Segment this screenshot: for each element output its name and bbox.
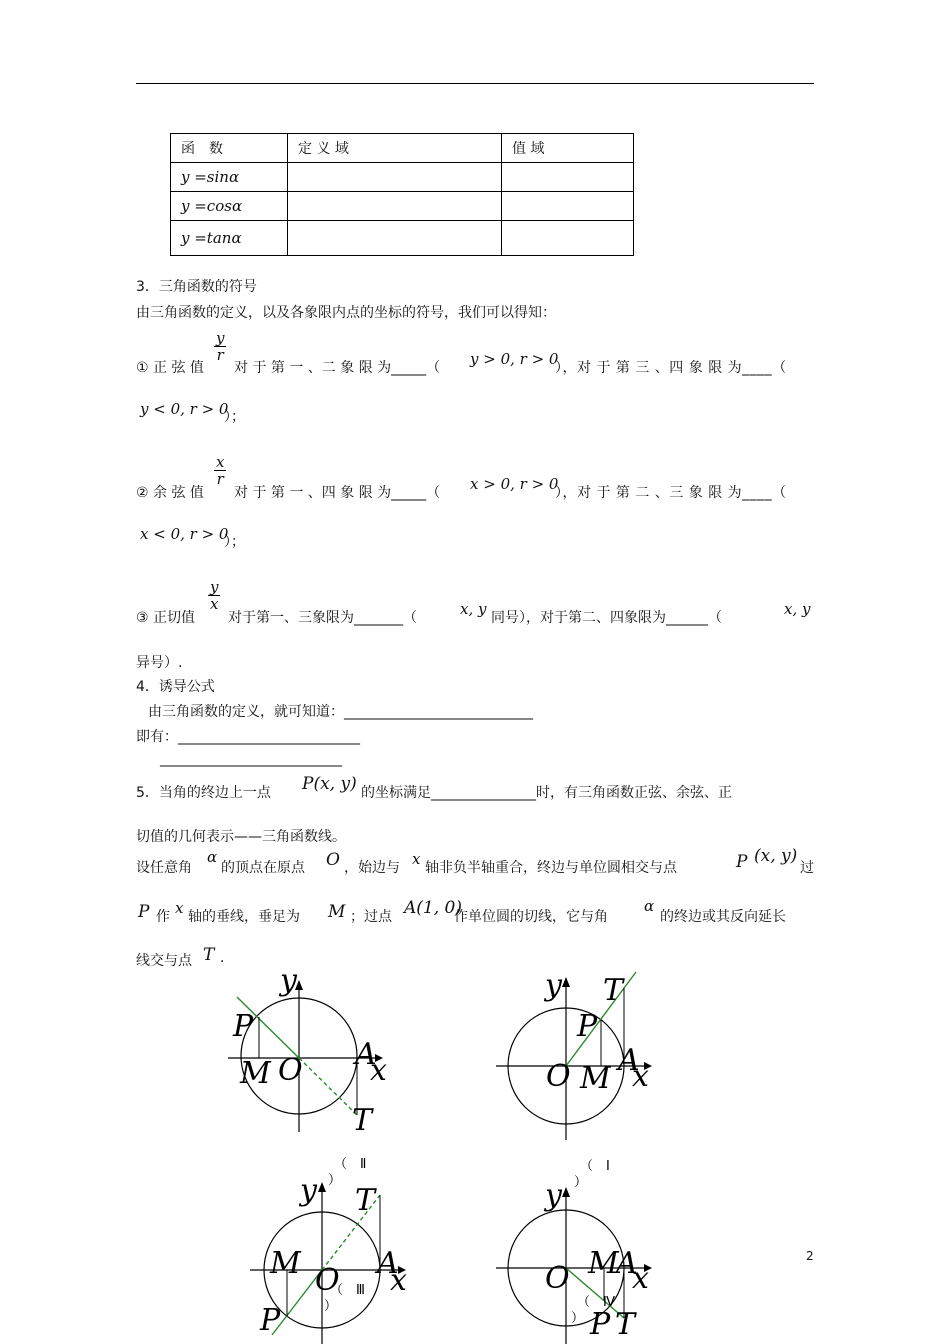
section-3-intro: 由三角函数的定义，以及各象限内点的坐标的符号，我们可以得知： [136, 305, 556, 321]
label-o: O [546, 1059, 571, 1094]
label-t: T [352, 1103, 373, 1138]
section-5-line-3d: 轴非负半轴重合，终边与单位圆相交与点 [425, 860, 677, 876]
cosine-text: 对 于 第 一 、四 象 限 为_____（ [234, 485, 441, 501]
label-quadrant-II: （ Ⅱ [334, 1157, 367, 1172]
figure-quadrant-III [250, 1173, 407, 1344]
cosine-text-2: ），对 于 第 二 、三 象 限 为____（ [555, 485, 787, 501]
label-quadrant-III-close: ） [324, 1299, 338, 1314]
label-m: M [588, 1246, 619, 1281]
sine-text-2: ），对 于 第 三 、四 象 限 为____（ [555, 360, 787, 376]
cosine-cond-2: x < 0, r > 0 [140, 525, 229, 543]
section-4-title: 4．诱导公式 [136, 679, 215, 695]
label-a: A [618, 1043, 640, 1078]
point-a: A(1, 0) [404, 898, 462, 918]
label-m: M [270, 1246, 301, 1281]
label-a: A [355, 1037, 377, 1072]
section-5-line-4a: 作 [156, 909, 170, 925]
tangent-text-2: 同号），对于第二、四象限为______（ [491, 610, 722, 626]
label-x: x [632, 1261, 649, 1296]
label-p: P [590, 1307, 611, 1342]
point-p-xy: P(x, y) [302, 774, 357, 794]
x-var: x [175, 899, 184, 917]
origin-o: O [326, 850, 340, 870]
alpha: α [207, 848, 218, 866]
section-3-title: 3．三角函数的符号 [136, 279, 257, 295]
label-y: y [545, 968, 562, 1003]
label-t: T [603, 973, 624, 1008]
point-p: P [138, 902, 150, 922]
label-m: M [240, 1056, 271, 1091]
label-y: y [280, 963, 297, 998]
point-m: M [328, 902, 346, 922]
section-5-line-3c: ，始边与 [344, 860, 400, 876]
label-y: y [545, 1178, 562, 1213]
denominator: r [216, 470, 224, 488]
tangent-xy-1: x, y [460, 600, 487, 618]
tangent-xy-2: x, y [784, 600, 811, 618]
y-axis-arrow [318, 1182, 326, 1192]
sine-label: ① 正 弦 值 [136, 360, 204, 376]
section-5-line-3a: 设任意角 [136, 860, 192, 876]
y-axis-arrow [562, 1187, 570, 1197]
denominator: r [216, 346, 224, 364]
section-5-line-4e: 的终边或其反向延长 [660, 909, 786, 925]
label-quadrant-I: （ Ⅰ [580, 1159, 610, 1174]
label-p: P [233, 1009, 254, 1044]
page-number: 2 [806, 1249, 814, 1263]
point-p: P [736, 852, 748, 872]
label-a: A [616, 1246, 638, 1281]
label-t: T [355, 1183, 376, 1218]
point-t: T [203, 945, 215, 965]
label-quadrant-II-close: ） [328, 1173, 342, 1188]
table-header: 定 义 域 [288, 134, 502, 163]
section-5-line-3e: 过 [800, 860, 814, 876]
denominator: x [210, 595, 219, 613]
sine-text: 对 于 第 一 、二 象 限 为_____（ [234, 360, 441, 376]
table-header: 值 域 [502, 134, 634, 163]
label-quadrant-I-close: ） [574, 1175, 588, 1190]
label-x: x [632, 1059, 649, 1094]
cosine-label: ② 余 弦 值 [136, 485, 204, 501]
label-p: P [577, 1009, 598, 1044]
sine-cond-2: y < 0, r > 0 [140, 400, 229, 418]
numerator: y [216, 329, 225, 347]
figure-quadrant-II [228, 963, 387, 1188]
label-x: x [370, 1053, 387, 1088]
point-xy: (x, y) [754, 846, 798, 866]
figure-quadrant-I [496, 968, 652, 1190]
numerator: y [210, 578, 219, 596]
label-o: O [315, 1263, 340, 1298]
y-axis-arrow [562, 977, 570, 987]
section-4-line-3: __________________________ [160, 751, 342, 767]
section-5-line-4c: ；过点 [350, 909, 392, 925]
x-var: x [412, 850, 421, 868]
label-quadrant-IV-close: ） [571, 1311, 585, 1326]
section-5-line-1a: 5．当角的终边上一点 [136, 785, 271, 801]
numerator: x [216, 453, 225, 471]
section-5-line-2: 切值的几何表示——三角函数线。 [136, 829, 346, 845]
label-p: P [260, 1303, 281, 1338]
label-t: T [615, 1307, 636, 1342]
table-cell-function: y =tanα [171, 221, 288, 256]
cosine-cond-1: x > 0, r > 0 [470, 475, 559, 493]
label-quadrant-IV: （ Ⅳ [577, 1295, 615, 1310]
label-o: O [278, 1053, 303, 1088]
sine-cond-1: y > 0, r > 0 [470, 350, 559, 368]
table-cell-function: y =sinα [171, 163, 288, 192]
section-5-line-5b: . [220, 950, 225, 966]
table-header: 函 数 [171, 134, 288, 163]
section-5-line-5a: 线交与点 [136, 953, 192, 969]
tangent-label: ③ 正切值 [136, 610, 196, 626]
section-5-line-3b: 的顶点在原点 [221, 860, 305, 876]
table-cell-function: y =cosα [171, 192, 288, 221]
label-a: A [377, 1246, 399, 1281]
sine-end: ）； [224, 409, 245, 425]
label-m: M [580, 1061, 611, 1096]
section-4-line-1: 由三角函数的定义，就可知道：___________________________ [148, 704, 533, 720]
label-o: O [545, 1261, 570, 1296]
tangent-text: 对于第一、三象限为_______（ [228, 610, 417, 626]
section-4-line-2: 即有：__________________________ [136, 729, 360, 745]
cosine-end: ）； [224, 534, 245, 550]
label-quadrant-III: （ Ⅲ [330, 1283, 365, 1298]
label-y: y [300, 1173, 317, 1208]
section-5-line-4d: 作单位圆的切线，它与角 [454, 909, 608, 925]
label-x: x [390, 1263, 407, 1298]
figure-quadrant-IV [496, 1178, 652, 1344]
alpha: α [644, 897, 655, 915]
section-5-line-4b: 轴的垂线，垂足为 [188, 909, 300, 925]
tangent-end: 异号）. [136, 655, 183, 671]
section-5-line-1b: 的坐标满足_______________时，有三角函数正弦、余弦、正 [361, 785, 732, 801]
